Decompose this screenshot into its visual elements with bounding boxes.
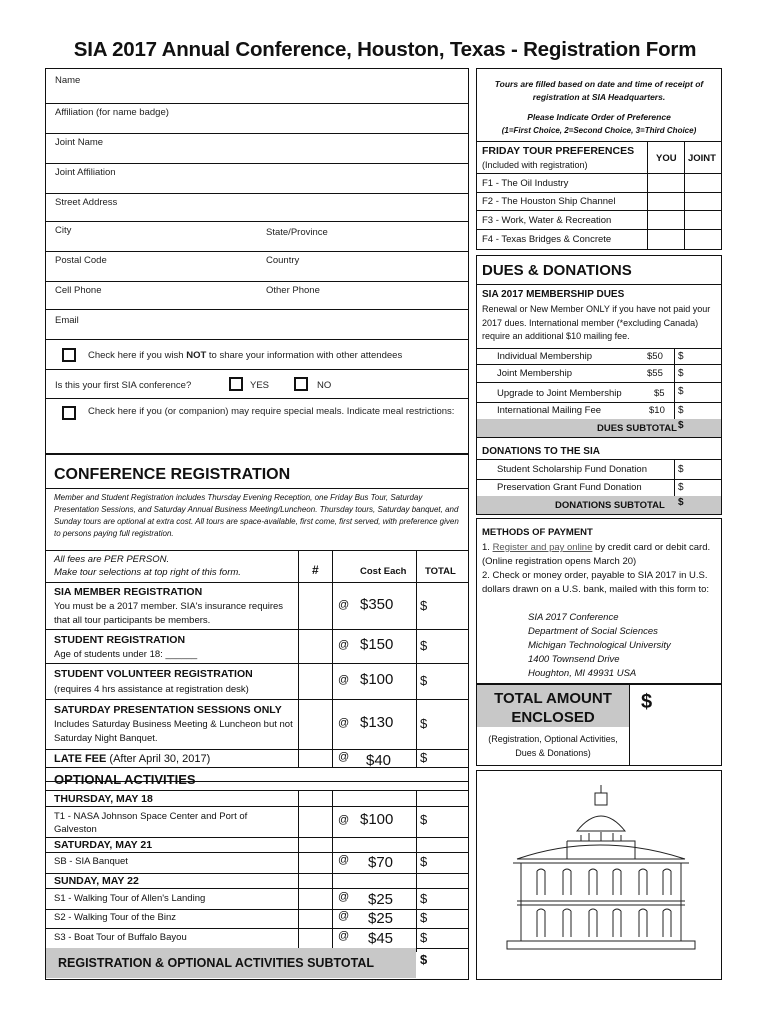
country-label: Country [266,255,300,266]
meals-label: Check here if you (or companion) may require special meals. Indicate meal restrictions: [88,406,455,417]
donation-2-total[interactable]: $ [678,482,684,493]
mailing-address: SIA 2017 Conference Department of Social Sciences Michigan Technological University 1400 Townsend Drive Houghton, MI 49931 USA [528,612,671,679]
meals-checkbox[interactable] [62,406,76,420]
s3-label: S3 - Boat Tour of Buffalo Bayou [54,932,187,943]
no-checkbox[interactable] [294,377,308,391]
optional-activities-section [45,766,469,980]
joint-col: JOINT [688,153,716,164]
page-title: SIA 2017 Annual Conference, Houston, Texas - Registration Form [73,38,697,61]
phone-field[interactable] [46,309,469,310]
volunteer-title: STUDENT VOLUNTEER REGISTRATION [54,668,253,680]
dues-section [476,255,722,515]
s3-price: $45 [368,930,394,947]
donations-heading: DONATIONS TO THE SIA [482,446,600,457]
postal-country-field[interactable] [46,281,469,282]
share-divider [46,369,469,370]
first-conference-label: Is this your first SIA conference? [55,380,192,391]
share-label: Check here if you wish NOT to share your information with other attendees [88,350,403,361]
registration-subtotal-value[interactable]: $ [420,952,428,967]
payment-section [476,518,722,684]
joint-name-field[interactable] [46,163,469,164]
total-note: (Registration, Optional Activities, Dues & Donations) [488,734,618,758]
dues-item-1-total[interactable]: $ [678,368,684,379]
saturday-at: @ [338,717,350,729]
friday-tours-heading: FRIDAY TOUR PREFERENCES [482,145,635,157]
saturday-price: $130 [360,714,394,731]
sb-label: SB - SIA Banquet [54,856,128,867]
dues-item-3-total[interactable]: $ [678,405,684,416]
member-price: $350 [360,596,394,613]
street-field[interactable] [46,221,469,222]
donation-1-total[interactable]: $ [678,464,684,475]
saturday-label: SATURDAY, MAY 21 [54,839,153,851]
dues-subtotal-value[interactable]: $ [678,420,684,431]
sunday-label: SUNDAY, MAY 22 [54,875,139,887]
dues-heading: DUES & DONATIONS [482,262,632,279]
late-price: $40 [366,752,392,769]
payment-option-2: 2. Check or money order, payable to SIA 2017 in U.S. dollars drawn on a U.S. bank, mailed with this form to: [482,570,710,595]
dues-item-0-price: $50 [647,351,663,362]
contact-section [45,68,469,454]
joint-name-label: Joint Name [55,137,104,148]
dues-item-3-label: International Mailing Fee [497,405,602,416]
col-number: # [312,563,319,577]
name-field[interactable] [46,103,469,104]
dues-item-1-price: $55 [647,368,663,379]
volunteer-price: $100 [360,671,394,688]
student-desc: Age of students under 18: ______ [54,649,198,660]
optional-heading: OPTIONAL ACTIVITIES [54,772,196,787]
s1-total[interactable]: $ [420,891,428,906]
saturday-total[interactable]: $ [420,716,428,731]
first-conference-divider [46,398,469,399]
yes-checkbox[interactable] [229,377,243,391]
donation-1-label: Student Scholarship Fund Donation [497,464,647,475]
affiliation-field[interactable] [46,133,469,134]
postal-label: Postal Code [55,255,107,266]
conference-registration-section [45,454,469,782]
fees-note: All fees are PER PERSON. Make tour selections at top right of this form. [54,554,241,578]
share-checkbox[interactable] [62,348,76,362]
other-phone-label: Other Phone [266,285,320,296]
tours-note: Tours are filled based on date and time of receipt of registration at SIA Headquarters. [494,79,704,102]
city-label: City [55,225,72,236]
s1-at: @ [338,891,350,903]
saturday-desc: Includes Saturday Business Meeting & Luncheon but not Saturday Night Banquet. [54,719,293,744]
donation-2-label: Preservation Grant Fund Donation [497,482,642,493]
tour-f1: F1 - The Oil Industry [482,178,569,189]
s1-label: S1 - Walking Tour of Allen's Landing [54,893,206,904]
state-label: State/Province [266,227,328,238]
register-online-link[interactable]: Register and pay online [492,542,593,553]
tour-f2: F2 - The Houston Ship Channel [482,196,616,207]
dues-item-2-label: Upgrade to Joint Membership [497,388,622,399]
joint-affiliation-field[interactable] [46,193,469,194]
total-section [476,684,722,766]
registration-subtotal-label: REGISTRATION & OPTIONAL ACTIVITIES SUBTOTAL [58,956,374,970]
volunteer-at: @ [338,674,350,686]
s2-at: @ [338,910,350,922]
donations-subtotal-value[interactable]: $ [678,497,684,508]
city-state-field[interactable] [46,251,469,252]
membership-dues-desc: Renewal or New Member ONLY if you have not paid your 2017 dues. International member (*excluding Canada) require an additional $10 mailing fee. [482,304,711,341]
round-building-sketch-icon [477,771,721,979]
member-total[interactable]: $ [420,598,428,613]
street-label: Street Address [55,197,118,208]
sb-price: $70 [368,854,394,871]
no-label: NO [317,380,332,391]
student-total[interactable]: $ [420,638,428,653]
s3-at: @ [338,930,350,942]
t1-label: T1 - NASA Johnson Space Center and Port of Galveston [54,811,248,835]
saturday-title: SATURDAY PRESENTATION SESSIONS ONLY [54,704,282,716]
building-illustration-frame [476,770,722,980]
choice-note: (1=First Choice, 2=Second Choice, 3=Third Choice) [501,126,697,135]
email-label: Email [55,315,79,326]
membership-dues-heading: SIA 2017 MEMBERSHIP DUES [482,289,625,300]
yes-label: YES [250,380,270,391]
s3-total[interactable]: $ [420,930,428,945]
preference-note: Please Indicate Order of Preference [527,112,671,122]
late-at: @ [338,751,350,763]
t1-at: @ [338,814,350,826]
col-cost-each: Cost Each [360,566,407,577]
student-title: STUDENT REGISTRATION [54,634,186,646]
donations-subtotal-label: DONATIONS SUBTOTAL [555,500,665,511]
volunteer-desc: (requires 4 hrs assistance at registration desk) [54,684,249,695]
member-title: SIA MEMBER REGISTRATION [54,586,203,598]
conference-heading: CONFERENCE REGISTRATION [54,466,291,483]
cell-label: Cell Phone [55,285,102,296]
tour-preferences-section [476,68,722,250]
student-at: @ [338,639,350,651]
name-label: Name [55,75,81,86]
conference-description: Member and Student Registration includes Thursday Evening Reception, one Friday Bus Tour, Saturday Presentation Sessions, and Saturday Annual Business Meeting/Luncheon. Thursday tours, Saturday banquet, and Sunday tours are optional at extra cost. All tours are space-available, first come, first served, with preference given to persons paying full registration. [54,493,459,538]
s1-price: $25 [368,891,394,908]
friday-tours-sub: (Included with registration) [482,160,588,170]
s2-total[interactable]: $ [420,910,428,925]
affiliation-label: Affiliation (for name badge) [55,107,169,118]
thursday-label: THURSDAY, MAY 18 [54,793,153,805]
dues-subtotal-label: DUES SUBTOTAL [597,423,677,434]
email-field[interactable] [46,339,469,340]
you-col: YOU [656,153,677,164]
s2-label: S2 - Walking Tour of the Binz [54,912,176,923]
late-fee-label: LATE FEE (After April 30, 2017) [54,753,211,765]
tour-f3: F3 - Work, Water & Recreation [482,215,612,226]
dues-item-2-total[interactable]: $ [678,386,684,397]
t1-total[interactable]: $ [420,812,428,827]
total-value[interactable]: $ [641,691,653,713]
late-total[interactable]: $ [420,750,428,765]
payment-heading: METHODS OF PAYMENT [482,527,593,538]
dues-item-0-total[interactable]: $ [678,351,684,362]
sb-total[interactable]: $ [420,854,428,869]
s2-price: $25 [368,910,394,927]
col-total: TOTAL [425,566,456,577]
t1-price: $100 [360,811,394,828]
dues-item-2-price: $5 [654,388,665,399]
dues-item-3-price: $10 [649,405,665,416]
total-label: TOTAL AMOUNT ENCLOSED [494,690,612,726]
sb-at: @ [338,854,350,866]
joint-affiliation-label: Joint Affiliation [55,167,116,178]
tour-f4: F4 - Texas Bridges & Concrete [482,234,612,245]
member-desc: You must be a 2017 member. SIA's insurance requires that all tour participants be members. [54,601,284,626]
payment-option-1: 1. Register and pay online by credit card or debit card. (Online registration opens March 20) [482,542,711,567]
volunteer-total[interactable]: $ [420,673,428,688]
dues-item-1-label: Joint Membership [497,368,572,379]
student-price: $150 [360,636,394,653]
member-at: @ [338,599,350,611]
dues-item-0-label: Individual Membership [497,351,593,362]
